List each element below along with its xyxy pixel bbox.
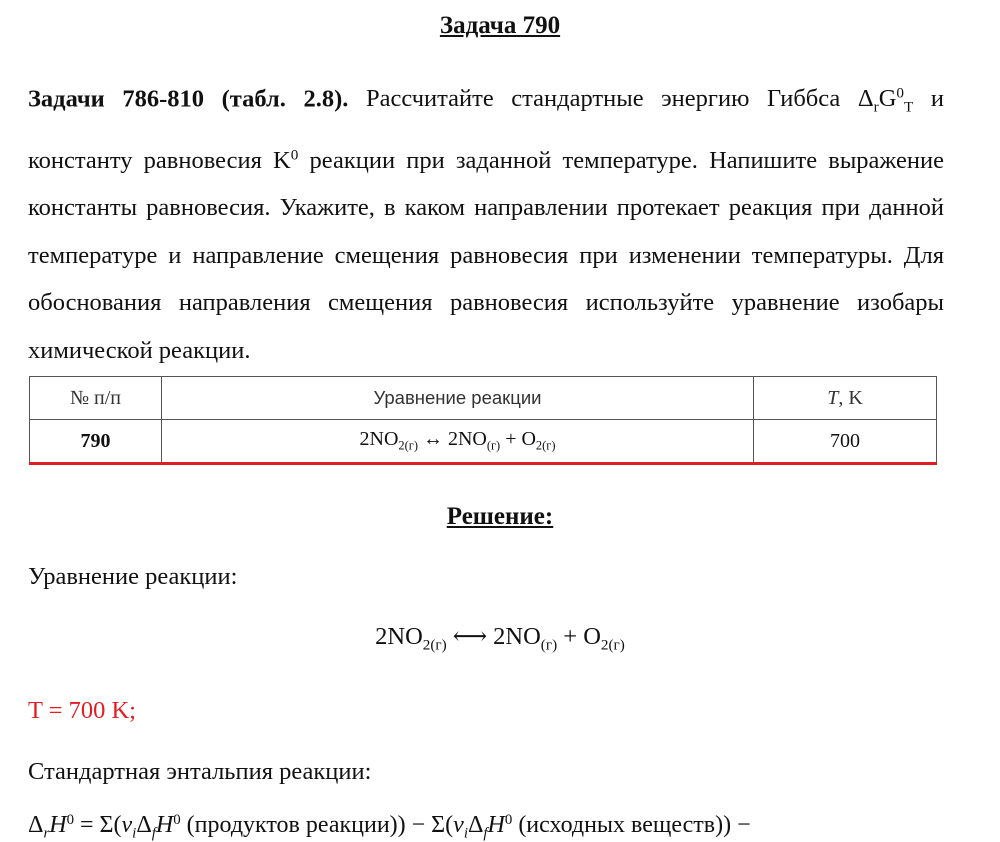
problem-statement — [28, 70, 944, 374]
temperature-line: T = 700 K; — [28, 697, 136, 724]
red-divider — [29, 462, 937, 465]
page-title: Задача 790 — [439, 12, 561, 39]
equilibrium-arrow-icon: ⟷ — [452, 624, 488, 650]
enthalpy-label: Стандартная энтальпия реакции: — [28, 758, 372, 785]
reaction-equation: $2NO_{2(г)}$ ⟷ $2NO_{(г)} + O_{2(г)}$ — [375, 623, 625, 654]
problem-prefix: Задачи 786-810 (табл. 2.8). — [28, 85, 349, 113]
cell-number: 790 — [30, 420, 162, 463]
enthalpy-formula: $\Delta_rH^0 = \Sigma(\nu_i\Delta_fH^0$ (продуктов реакции)) − $\Sigma(\nu_i\Delta_fH^0$ (исходных веществ)) − — [28, 812, 751, 842]
header-equation: Уравнение реакции — [162, 377, 754, 420]
table-row — [30, 420, 937, 463]
data-table — [29, 376, 937, 465]
header-number: № п/п — [30, 377, 162, 420]
cell-equation: $2NO_{2(г)}$ ↔ $2NO_{(г)} + O_{2(г)}$ — [162, 420, 754, 463]
header-temperature: T, K — [754, 377, 937, 420]
cell-temperature: 700 — [754, 420, 937, 463]
reaction-label: Уравнение реакции: — [28, 563, 238, 590]
solution-title: Решение: — [446, 503, 554, 530]
problem-text: Рассчитайте стандартные энергию Гиббса $\Delta_rG^0_T$ и константу равновесия $K^0$ реакции при заданной температуре. Напишите выражение константы равновесия. Укажите, в каком направлении протекает реакция при данной температуре и направление смещения равновесия при изменении температуры. Для обоснования направления смещения равновесия используйте уравнение изобары химической реакции. — [28, 85, 945, 364]
